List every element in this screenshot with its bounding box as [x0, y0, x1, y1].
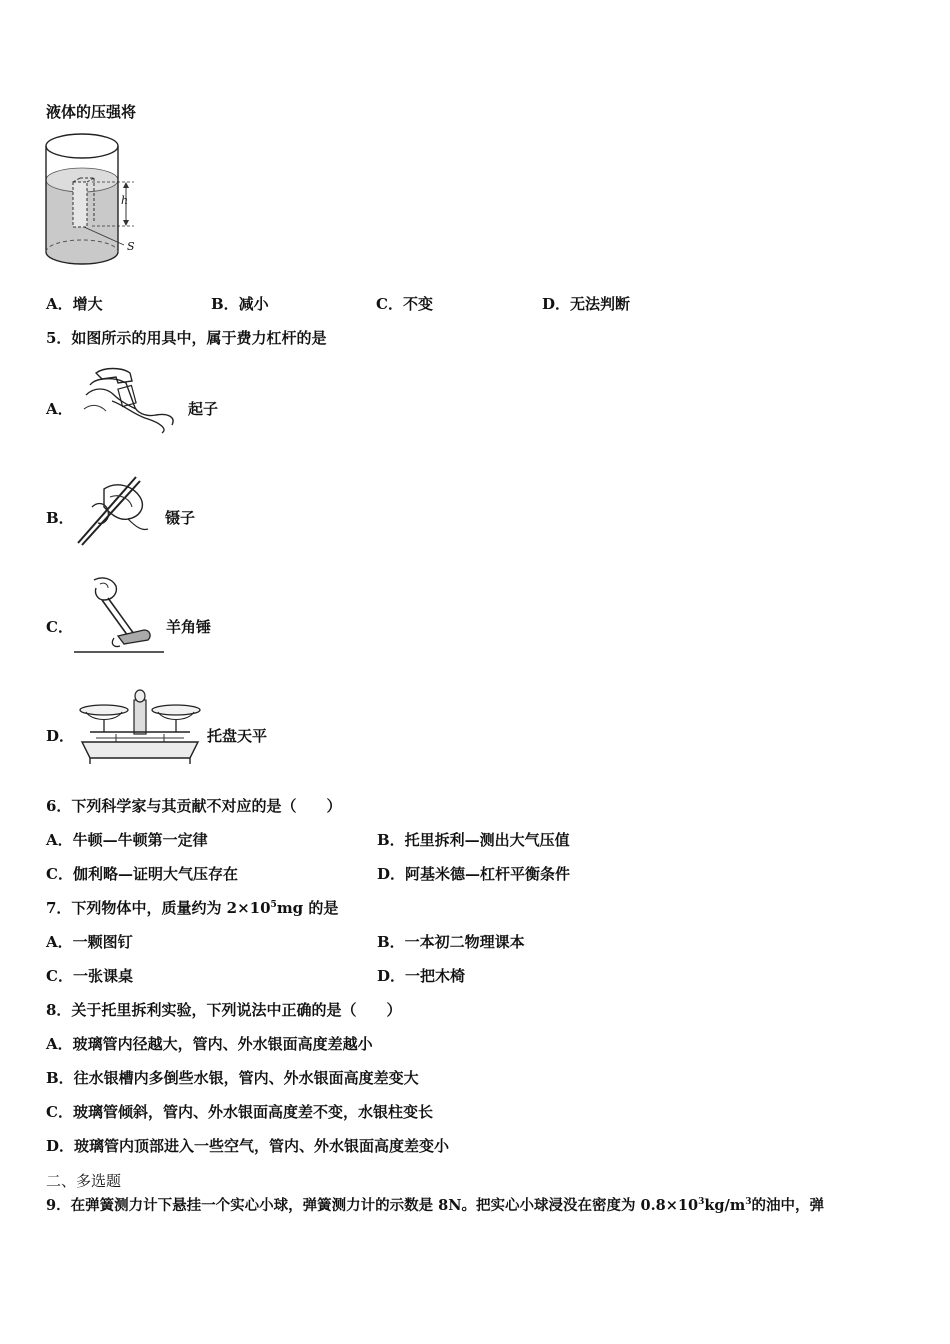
- q7-option-d: D．一把木椅: [377, 967, 466, 985]
- q9-stem-a: 9．在弹簧测力计下悬挂一个实心小球，弹簧测力计的示数是 8N。把实心小球浸没在密度为 0.8×10: [46, 1197, 699, 1214]
- bottle-opener-image: [76, 365, 186, 435]
- q7-stem-exponent: 5: [270, 900, 277, 910]
- q9-stem: [46, 1196, 824, 1216]
- q7-option-c: C．一张课桌: [46, 967, 133, 985]
- q4-stem-tail: 液体的压强将: [46, 103, 137, 121]
- q5-option-a-key: A．: [46, 400, 73, 418]
- q8-option-a: A．玻璃管内径越大，管内、外水银面高度差越小: [46, 1035, 373, 1053]
- q6-option-d: D．阿基米德—杠杆平衡条件: [377, 865, 571, 883]
- tweezers-image: [70, 473, 160, 548]
- q5-option-c-label: 羊角锤: [166, 618, 212, 636]
- q5-option-d-label: 托盘天平: [207, 727, 268, 745]
- h-label: h: [121, 194, 129, 207]
- q4-option-b: B．减小: [211, 295, 269, 313]
- s-label: S: [127, 240, 135, 253]
- q5-option-d-key: D．: [46, 727, 75, 745]
- q5-option-b-label: 镊子: [165, 509, 196, 527]
- q5-option-a-label: 起子: [188, 400, 219, 418]
- claw-hammer-image: [74, 574, 164, 658]
- q7-stem-prefix: 7．下列物体中，质量约为 2×10: [46, 899, 271, 917]
- q8-option-c: C．玻璃管倾斜，管内、外水银面高度差不变，水银柱变长: [46, 1103, 433, 1121]
- q4-option-d: D．无法判断: [542, 295, 631, 313]
- q9-stem-b: kg/m: [704, 1197, 746, 1214]
- q8-option-d: D．玻璃管内顶部进入一些空气，管内、外水银面高度差变小: [46, 1137, 450, 1155]
- section-title: 二、多选题: [46, 1172, 122, 1190]
- balance-scale-image: [76, 686, 202, 770]
- q7-option-b: B．一本初二物理课本: [377, 933, 525, 951]
- q7-option-a: A．一颗图钉: [46, 933, 133, 951]
- q4-option-c: C．不变: [376, 295, 433, 313]
- q7-stem: [46, 898, 338, 918]
- q5-stem: 5．如图所示的用具中，属于费力杠杆的是: [46, 329, 327, 347]
- q4-option-a: A．增大: [46, 295, 103, 313]
- q9-stem-exponent-1: 3: [698, 1197, 705, 1207]
- q8-option-b: B．往水银槽内多倒些水银，管内、外水银面高度差变大: [46, 1069, 419, 1087]
- q9-stem-exponent-2: 3: [745, 1197, 752, 1207]
- q6-option-b: B．托里拆利—测出大气压值: [377, 831, 570, 849]
- q9-stem-c: 的油中，弹: [751, 1197, 824, 1214]
- q6-option-a: A．牛顿—牛顿第一定律: [46, 831, 208, 849]
- q5-option-c-key: C．: [46, 618, 73, 636]
- q5-option-b-key: B．: [46, 509, 74, 527]
- q7-stem-suffix: mg 的是: [276, 899, 339, 917]
- q8-stem: 8．关于托里拆利实验，下列说法中正确的是（ ）: [46, 1001, 402, 1019]
- q6-stem: 6．下列科学家与其贡献不对应的是（ ）: [46, 797, 342, 815]
- q6-option-c: C．伽利略—证明大气压存在: [46, 865, 238, 883]
